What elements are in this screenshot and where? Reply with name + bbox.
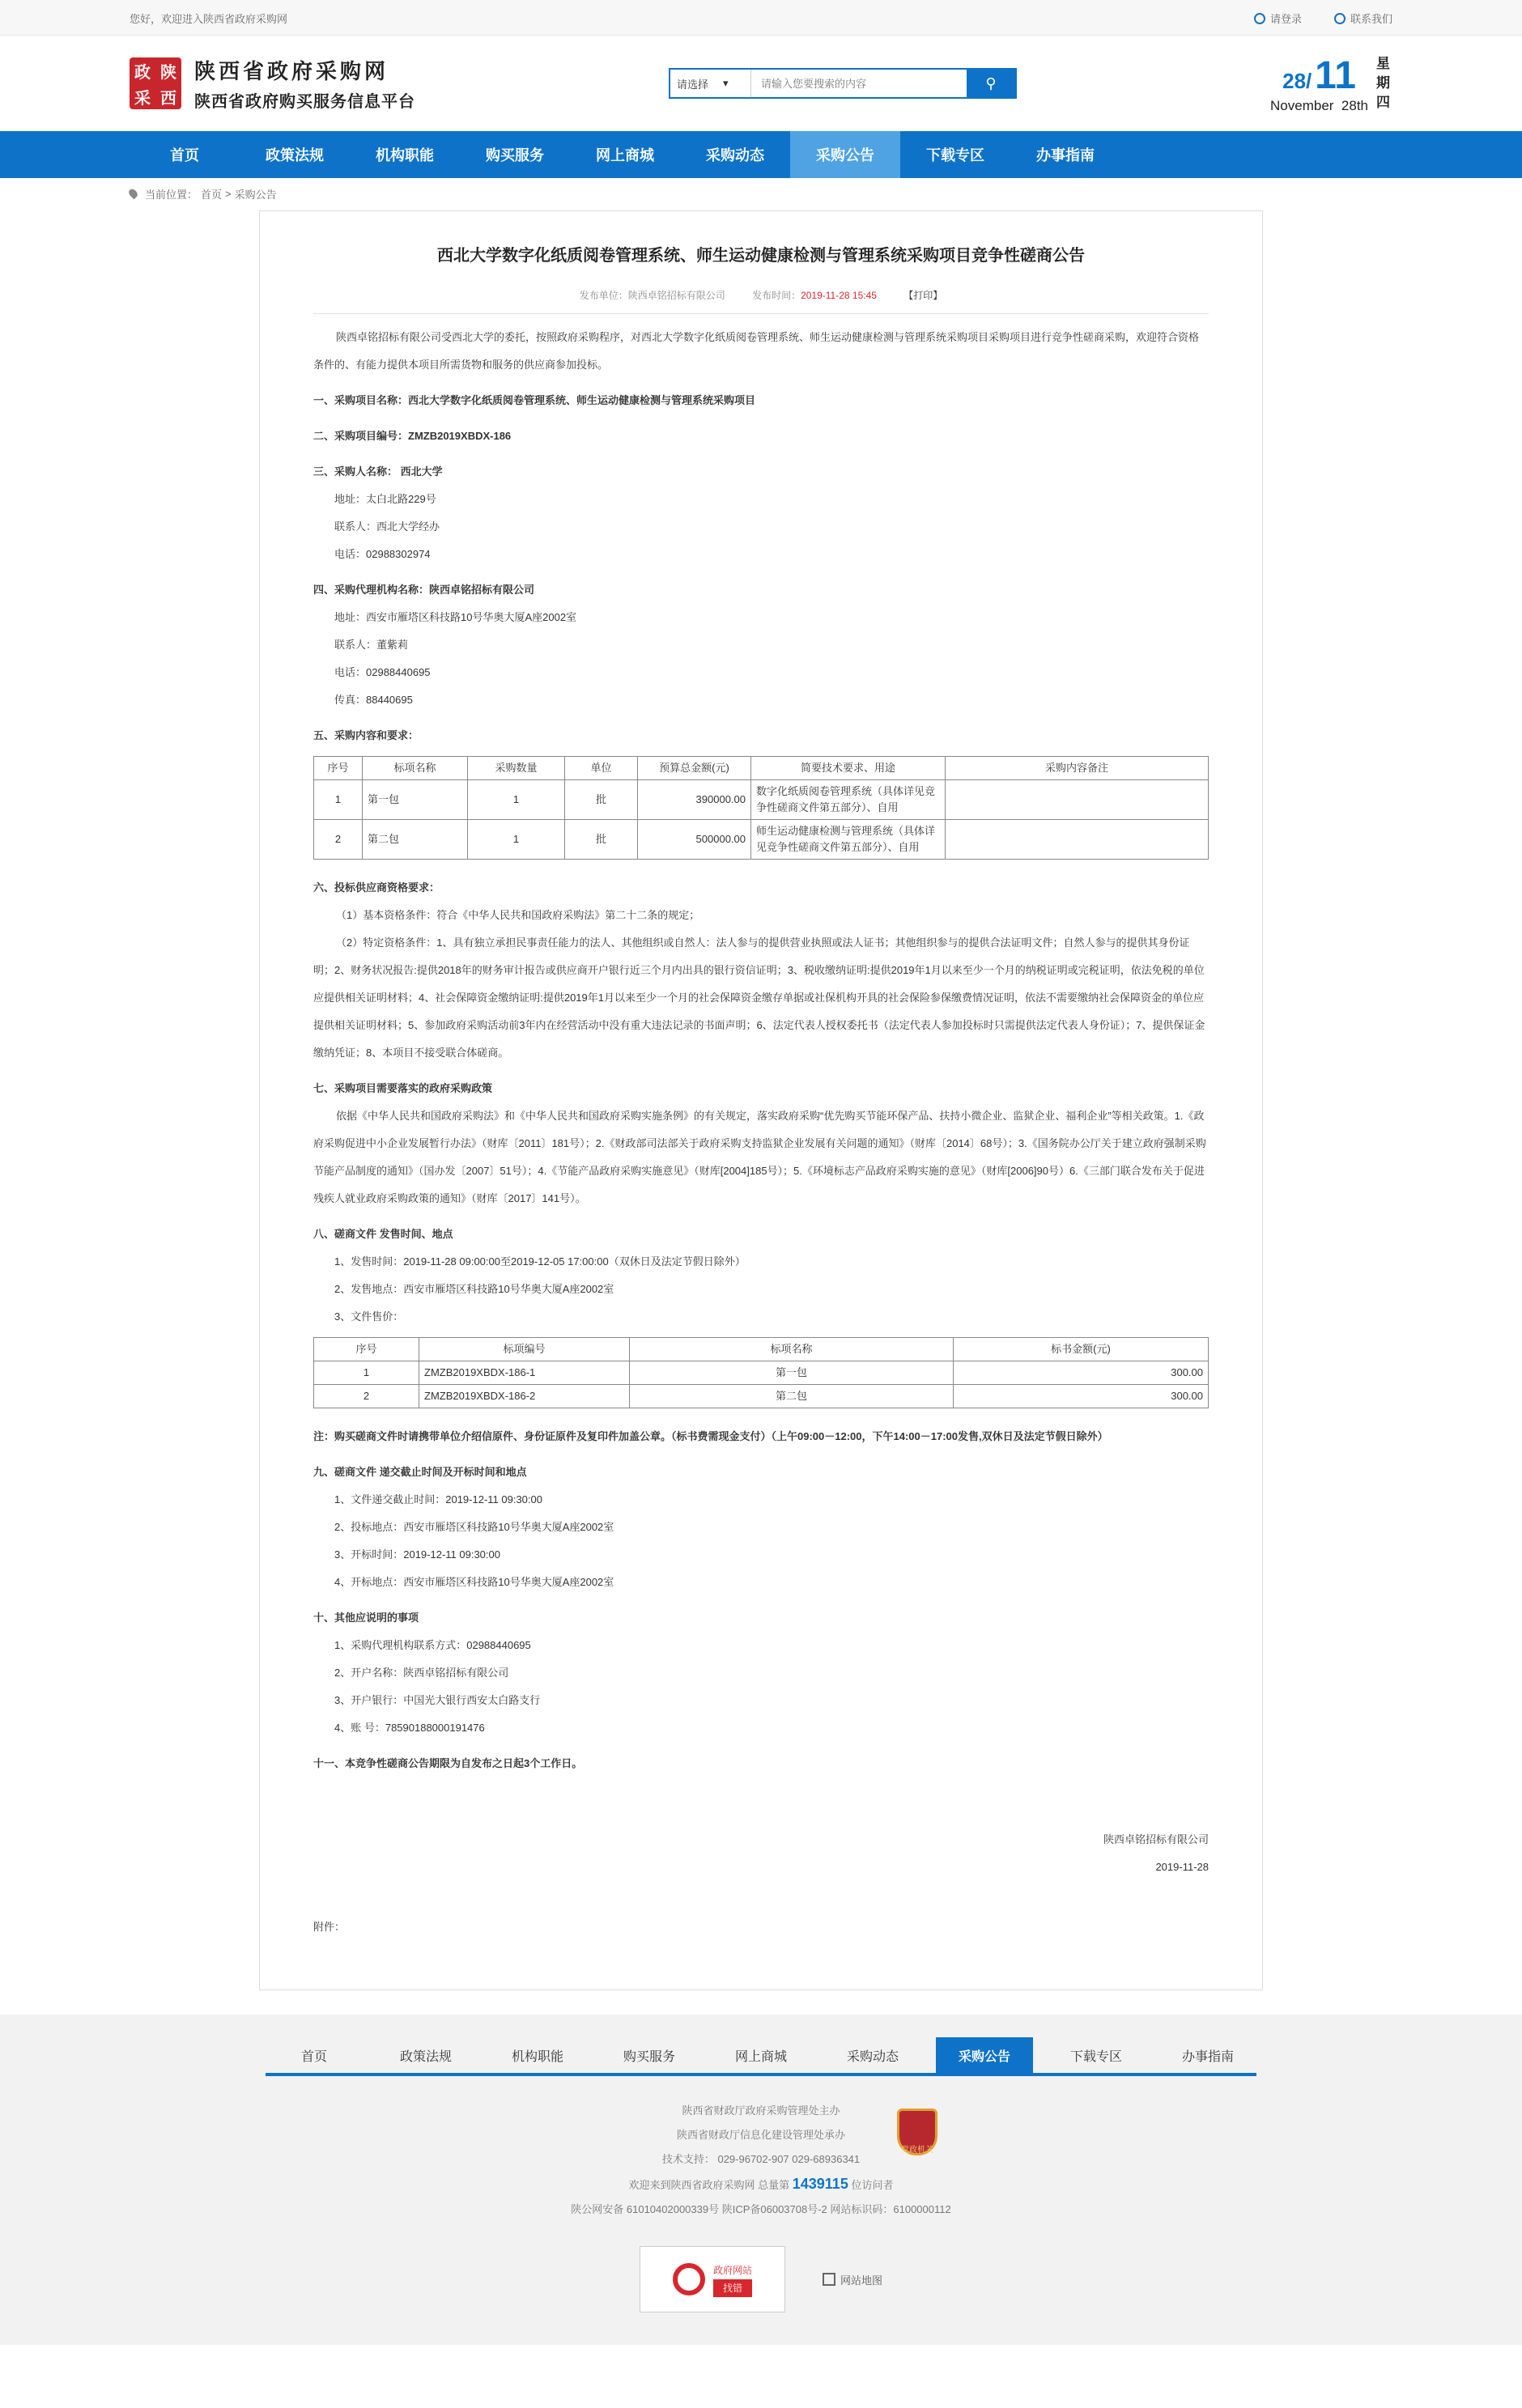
- footer-info: 陕西省财政厅政府采购管理处主办 陕西省财政厅信息化建设管理处承办 技术支持： 029-96702-907 029-68936341 欢迎来到陕西省政府采购网 总量第 1439115 位访问者 陕公网安备 61010402000339号 陕ICP备06003708号-2 网站标识码：6100000112 党政机关: [571, 2104, 951, 2215]
- footer-nav-news[interactable]: 采购动态: [846, 2049, 899, 2064]
- search-input[interactable]: [751, 70, 967, 97]
- footer-nav-home[interactable]: 首页: [300, 2049, 327, 2064]
- nav-guide[interactable]: 办事指南: [1036, 147, 1095, 164]
- footer-nav-download[interactable]: 下载专区: [1069, 2049, 1122, 2064]
- site-title: 陕西省政府采购网: [194, 59, 389, 83]
- table-row: 1 ZMZB2019XBDX-186-1 第一包 300.00: [314, 1361, 1209, 1385]
- article-title: 西北大学数字化纸质阅卷管理系统、师生运动健康检测与管理系统采购项目竞争性磋商公告: [437, 247, 1085, 265]
- location-icon: [127, 188, 139, 200]
- search-box: [669, 68, 1017, 99]
- search-button[interactable]: [967, 70, 1015, 97]
- signature: 陕西卓铭招标有限公司 2019-11-28: [1103, 1833, 1209, 1873]
- footer-nav: [266, 2037, 1256, 2076]
- gov-site-error-report[interactable]: 政府网站 找错: [640, 2246, 785, 2312]
- breadcrumb: 当前位置： 首页 > 采购公告: [0, 178, 1522, 209]
- footer-nav-organization[interactable]: 机构职能: [511, 2049, 563, 2064]
- login-link[interactable]: 请登录: [1254, 11, 1302, 26]
- print-link[interactable]: 【打印】: [903, 290, 943, 301]
- nav-policy[interactable]: 政策法规: [266, 147, 324, 164]
- nav-download[interactable]: 下载专区: [926, 147, 984, 164]
- article-meta: 发布单位：陕西卓铭招标有限公司 发布时间：2019-11-28 15:45 【打印】: [313, 288, 1209, 314]
- sitemap-link[interactable]: 网站地图: [823, 2272, 882, 2287]
- date-display: 28/ 11 November 28th 星 期 四: [1270, 53, 1392, 114]
- search-category-select[interactable]: 请选择 ▾: [670, 70, 751, 97]
- caret-down-icon: ▾: [723, 77, 729, 89]
- site-logo[interactable]: [130, 55, 415, 112]
- attachments: 附件：: [313, 1921, 346, 1933]
- sitemap-icon: [823, 2273, 835, 2286]
- header: [0, 36, 1522, 131]
- procurement-table: 序号 标项名称 采购数量 单位 预算总金额(元) 简要技术要求、用途 采购内容备注 1 第一包 1 批 390000.00 数字化纸质阅卷管理系统（具体详见竞争性磋商文件第五部分）、自用 2 第二包 1 批 500000.00 师生运动健康检测与管理系统（具体详见竞争性磋商文件第五部分）、自用: [313, 756, 1209, 860]
- party-gov-badge-icon[interactable]: 党政机关: [897, 2109, 937, 2155]
- footer-nav-announcement[interactable]: 采购公告: [936, 2037, 1033, 2073]
- article: [259, 210, 1263, 1990]
- purchase-note: 注：购买磋商文件时请携带单位介绍信原件、身份证原件及复印件加盖公章。（标书费需现金支付）（上午09:00－12:00，下午14:00－17:00发售,双休日及法定节假日除外）: [313, 1430, 1108, 1442]
- contact-link[interactable]: 联系我们: [1334, 11, 1392, 26]
- weekday: 星 期 四: [1376, 56, 1390, 110]
- phone-icon: [1334, 13, 1346, 24]
- footer: [0, 2015, 1522, 2345]
- welcome-text: 您好，欢迎进入陕西省政府采购网: [130, 12, 288, 25]
- document-fee-table: 序号 标项编号 标项名称 标书金额(元) 1 ZMZB2019XBDX-186-1 第一包 300.00 2 ZMZB2019XBDX-186-2 第二包 300.00: [313, 1337, 1209, 1408]
- search-icon: ⚲: [985, 74, 997, 91]
- nav-announcement[interactable]: 采购公告: [790, 131, 900, 178]
- footer-nav-purchase-service[interactable]: 购买服务: [623, 2049, 675, 2064]
- main-nav: [0, 131, 1522, 178]
- magnifier-icon: [673, 2263, 705, 2295]
- breadcrumb-home[interactable]: 首页: [201, 188, 223, 201]
- footer-nav-guide[interactable]: 办事指南: [1181, 2049, 1234, 2064]
- table-row: 1 第一包 1 批 390000.00 数字化纸质阅卷管理系统（具体详见竞争性磋商文件第五部分）、自用: [314, 780, 1209, 820]
- footer-nav-online-mall[interactable]: 网上商城: [734, 2049, 787, 2064]
- nav-purchase-service[interactable]: 购买服务: [486, 147, 544, 164]
- logo-mark: 政 陕 采 西: [130, 57, 181, 109]
- nav-news[interactable]: 采购动态: [706, 147, 764, 164]
- visitor-count: 1439115: [792, 2176, 848, 2192]
- nav-online-mall[interactable]: 网上商城: [596, 147, 654, 164]
- nav-organization[interactable]: 机构职能: [376, 147, 434, 164]
- user-icon: [1254, 13, 1265, 24]
- article-content: 陕西卓铭招标有限公司受西北大学的委托，按照政府采购程序，对西北大学数字化纸质阅卷管理系统、师生运动健康检测与管理系统采购项目采购项目进行竞争性磋商采购，欢迎符合资格条件的、有能力提供本项目所需货物和服务的供应商参加投标。 一、采购项目名称：西北大学数字化纸质阅卷管理系统、师生运动健康检测与管理系统采购项目 二、采购项目编号：ZMZB2019XBDX-186 三、采购人名称： 西北大学 地址：太白北路229号 联系人：西北大学经办 电话：02988302974 四、采购代理机构名称：陕西卓铭招标有限公司 地址：西安市雁塔区科技路10号华奥大厦A座2002室 联系人：董紫莉 电话：02988440695 传真：88440695 五、采购内容和要求： 序号 标项名称 采购数量 单位 预算总金额(元) 简要技术要求、用途 采购内容备注 1 第一包 1 批 390000.00 数字化纸质阅卷管理系统（具体详见竞争性磋商文件第五部分）、自用 2 第二包 1 批 500000.00 师生运动健康检测与管理系统（具体详见竞争性磋商文件第五部分）、自用 六、投标供应商资格要求： （1）基本资格条件：符合《中华人民共和国政府采购法》第二十二条的规定； （2）特定资格条件：1、具有独立承担民事责任能力的法人、其他组织或自然人：法人参与的提供营业执照或法人证书；其他组织参与的提供合法证明文件；自然人参与的提供其身份证明；2、财务状况报告:提供2018年的财务审计报告或供应商开户银行近三个月内出具的银行资信证明；3、税收缴纳证明:提供2019年1月以来至少一个月的纳税证明或完税证明，依法免税的单位应提供相关证明材料；4、社会保障资金缴纳证明:提供2019年1月以来至少一个月的社会保障资金缴存单据或社保机构开具的社会保险参保缴费情况证明，依法不需要缴纳社会保障资金的单位应提供相关证明材料；5、参加政府采购活动前3年内在经营活动中没有重大违法记录的书面声明；6、法定代表人授权委托书（法定代表人参加投标时只需提供法定代表人身份证）；7、提供保证金缴纳凭证；8、本项目不接受联合体磋商。 七、采购项目需要落实的政府采购政策 依据《中华人民共和国政府采购法》和《中华人民共和国政府采购实施条例》的有关规定，落实政府采购“优先购买节能环保产品、扶持小微企业、监狱企业、福利企业”等相关政策。1.《政府采购促进中小企业发展暂行办法》（财库〔2011〕181号）；2.《财政部司法部关于政府采购支持监狱企业发展有关问题的通知》（财库〔2014〕68号）；3.《国务院办公厅关于建立政府强制采购节能产品制度的通知》（国办发〔2007〕51号）；4.《节能产品政府采购实施意见》（财库[2004]185号）；5.《环境标志产品政府采购实施的意见》（财库[2006]90号）6.《三部门联合发布关于促进残疾人就业政府采购政策的通知》（财库〔2017〕141号）。 八、磋商文件 发售时间、地点 1、发售时间：2019-11-28 09:00:00至2019-12-05 17:00:00（双休日及法定节假日除外） 2、发售地点：西安市雁塔区科技路10号华奥大厦A座2002室 3、文件售价： 序号 标项编号 标项名称 标书金额(元) 1 ZMZB2019XBDX-186-1 第一包 300.00 2 ZMZB2019XBDX-186-2 第二包 300.00 注：购买磋商文件时请携带单位介绍信原件、身份证原件及复印件加盖公章。（标书费需现金支付）（上午09:00－12:00，下午14:00－17:00发售,双休日及法定节假日除外） 九、磋商文件 递交截止时间及开标时间和地点 1、文件递交截止时间：2019-12-11 09:30:00 2、投标地点：西安市雁塔区科技路10号华奥大厦A座2002室 3、开标时间：2019-12-11 09:30:00 4、开标地点：西安市雁塔区科技路10号华奥大厦A座2002室 十、其他应说明的事项 1、采购代理机构联系方式：02988440695 2、开户名称：陕西卓铭招标有限公司 3、开户银行：中国光大银行西安太白路支行 4、账 号：78590188000191476 十一、本竞争性磋商公告期限为自发布之日起3个工作日。 陕西卓铭招标有限公司 2019-11-28 附件：: [313, 314, 1209, 1941]
- breadcrumb-current[interactable]: 采购公告: [234, 188, 277, 201]
- table-row: 2 ZMZB2019XBDX-186-2 第二包 300.00: [314, 1385, 1209, 1408]
- nav-home[interactable]: 首页: [170, 147, 199, 164]
- table-row: 2 第二包 1 批 500000.00 师生运动健康检测与管理系统（具体详见竞争性磋商文件第五部分）、自用: [314, 820, 1209, 860]
- footer-nav-policy[interactable]: 政策法规: [399, 2049, 452, 2064]
- topbar: [0, 0, 1522, 36]
- site-subtitle: 陕西省政府购买服务信息平台: [194, 93, 415, 111]
